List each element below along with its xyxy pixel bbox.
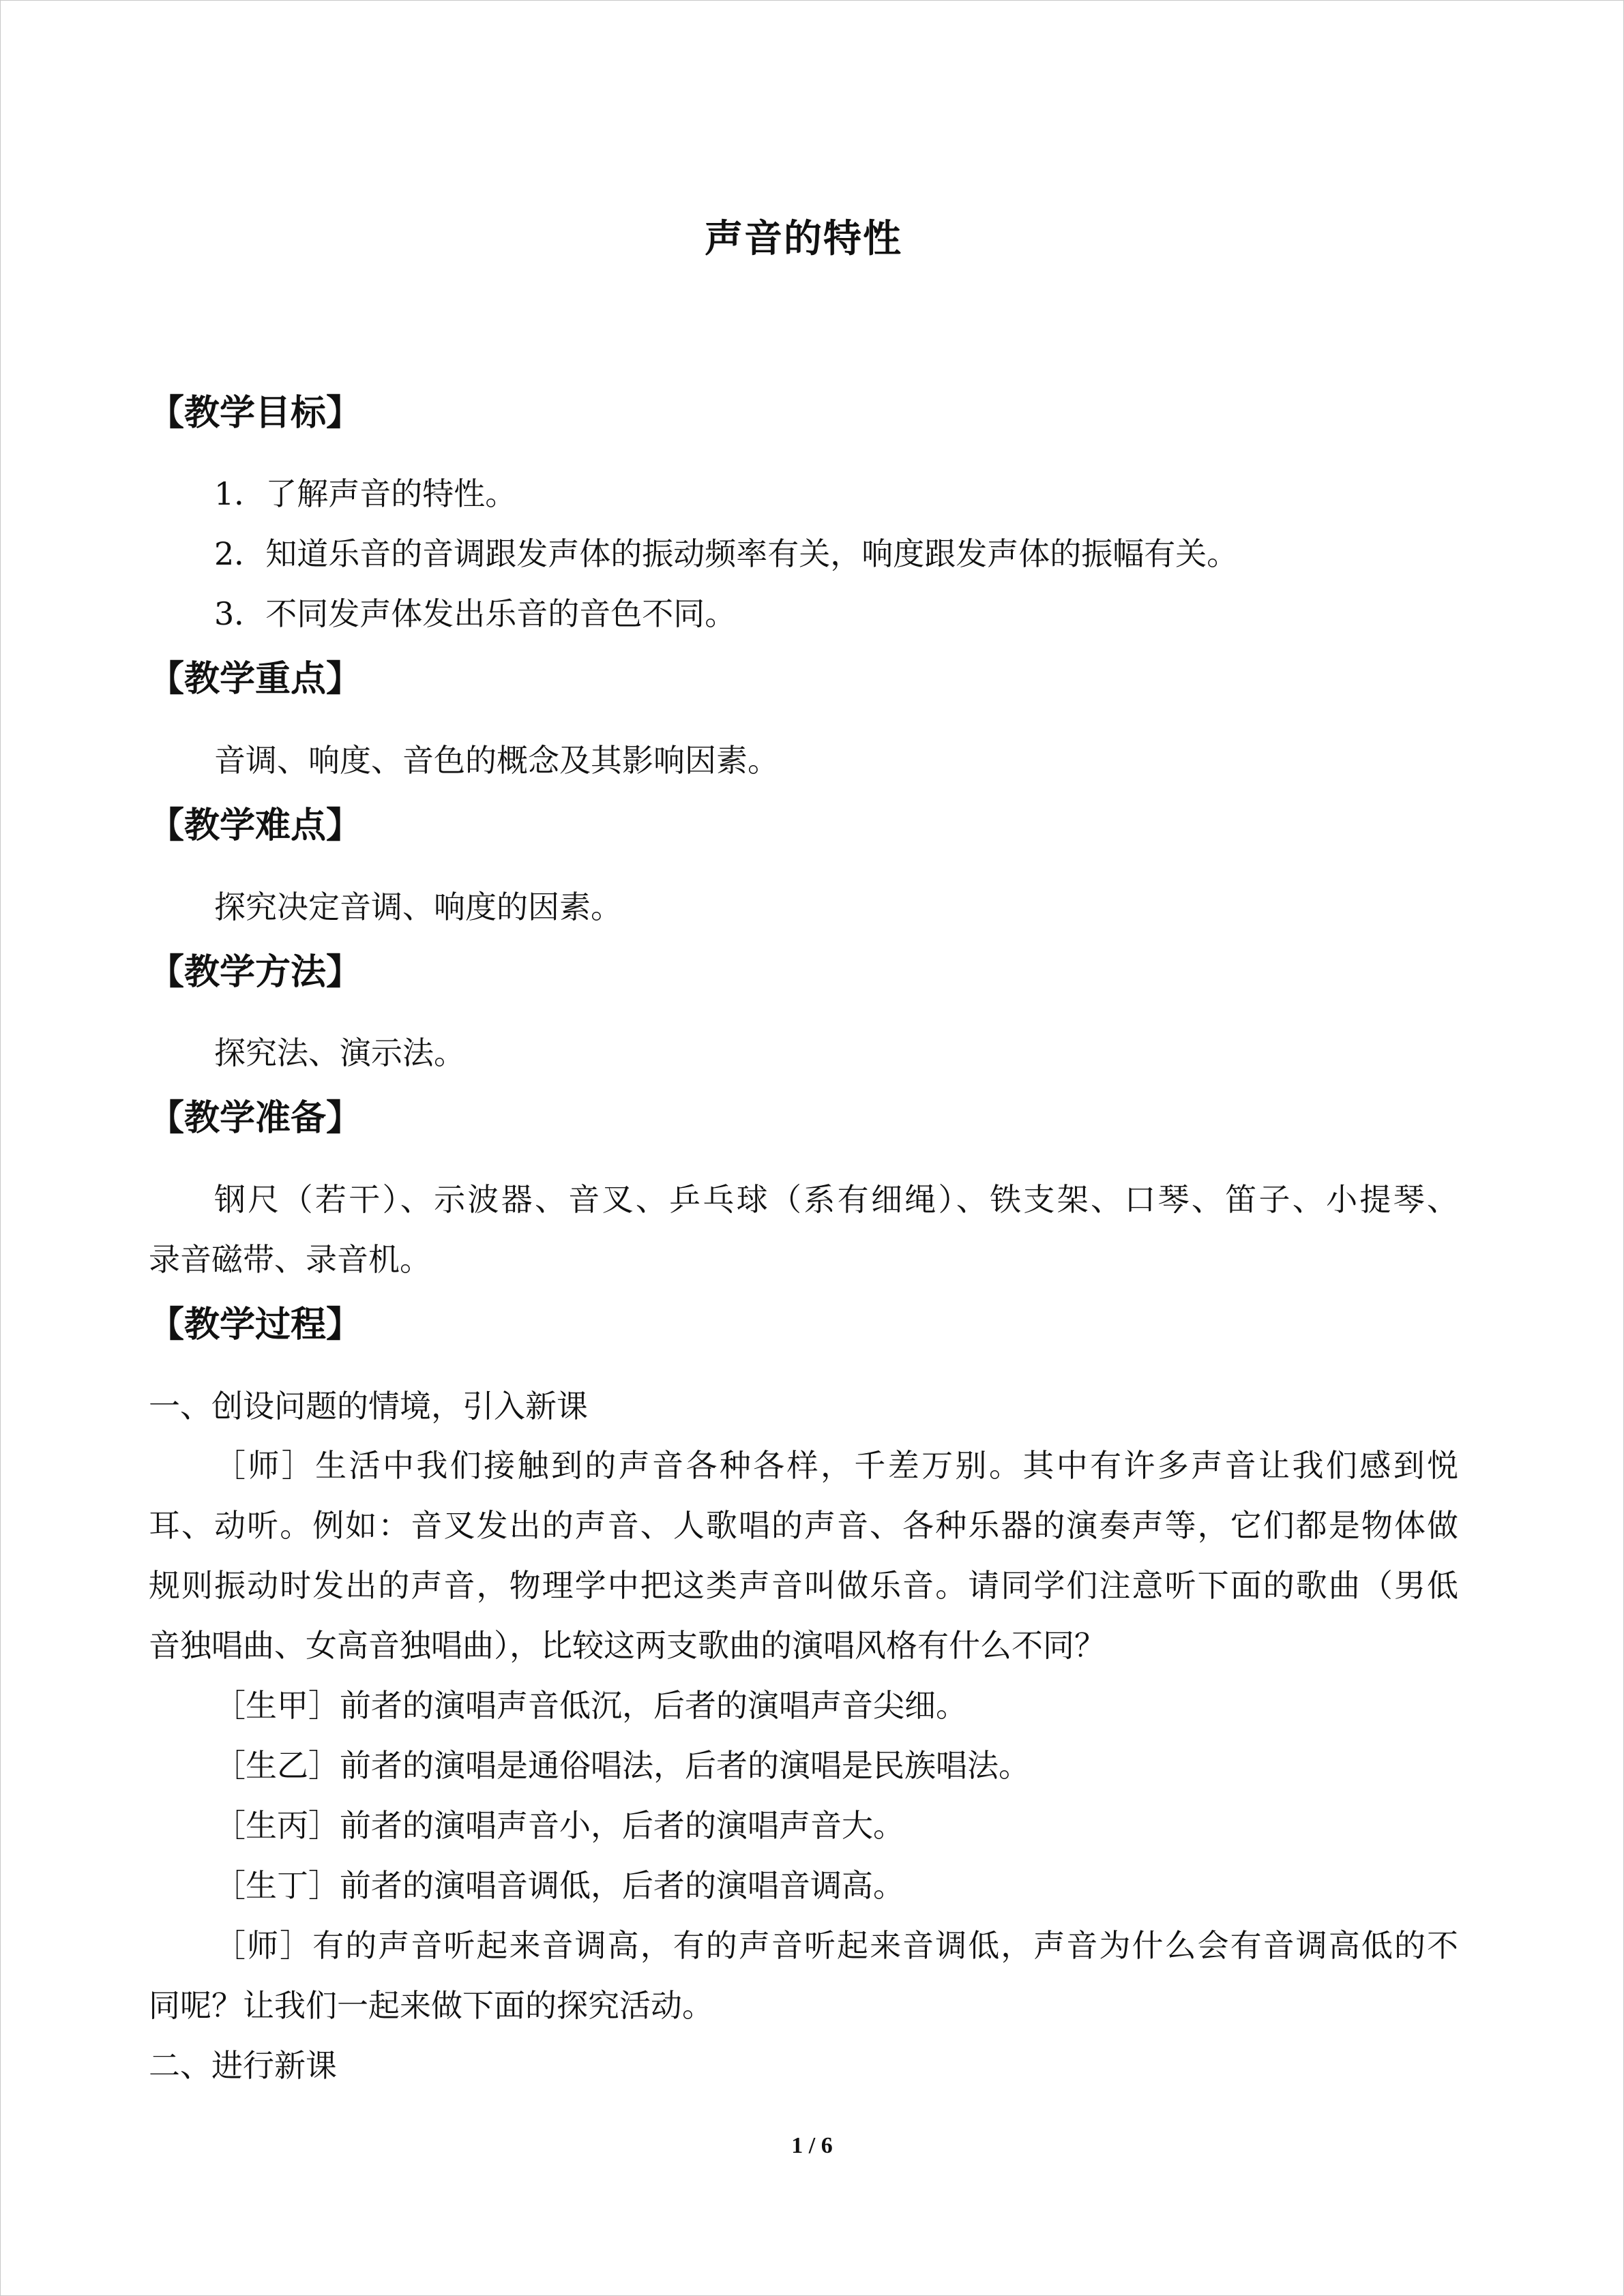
document-title: 声音的特性 <box>705 216 902 261</box>
preparation-line: 钢尺（若干）、示波器、音叉、乒乓球（系有细绳）、铁支架、口琴、笛子、小提琴、 <box>214 1181 1458 1218</box>
teacher-paragraph-line: 音独唱曲、女高音独唱曲），比较这两支歌曲的演唱风格有什么不同？ <box>149 1627 1106 1664</box>
heading-difficulties: 【教学难点】 <box>149 805 362 846</box>
student-response: ［生丙］前者的演唱声音小，后者的演唱声音大。 <box>214 1807 904 1844</box>
process-part1-title: 一、创设问题的情境，引入新课 <box>149 1388 588 1425</box>
teacher-paragraph-line: ［师］有的声音听起来音调高，有的声音听起来音调低，声音为什么会有音调高低的不 <box>214 1927 1458 1964</box>
teacher-paragraph-line: ［师］生活中我们接触到的声音各种各样，千差万别。其中有许多声音让我们感到悦 <box>214 1447 1458 1484</box>
preparation-line: 录音磁带、录音机。 <box>149 1241 431 1278</box>
teacher-paragraph-line: 规则振动时发出的声音，物理学中把这类声音叫做乐音。请同学们注意听下面的歌曲（男低 <box>149 1567 1458 1604</box>
key-points-text: 音调、响度、音色的概念及其影响因素。 <box>214 742 779 779</box>
heading-teaching-goals: 【教学目标】 <box>149 392 362 434</box>
heading-preparation: 【教学准备】 <box>149 1097 362 1139</box>
student-response: ［生甲］前者的演唱声音低沉，后者的演唱声音尖细。 <box>214 1687 967 1724</box>
heading-key-points: 【教学重点】 <box>149 658 362 700</box>
teacher-paragraph-line: 同呢？让我们一起来做下面的探究活动。 <box>149 1987 713 2024</box>
goal-item: 1．了解声音的特性。 <box>214 475 517 512</box>
goal-item: 3．不同发声体发出乐音的音色不同。 <box>214 595 737 632</box>
page-number: 1 / 6 <box>791 2133 833 2158</box>
goal-item: 2．知道乐音的音调跟发声体的振动频率有关，响度跟发声体的振幅有关。 <box>214 535 1239 572</box>
teacher-paragraph-line: 耳、动听。例如：音叉发出的声音、人歌唱的声音、各种乐器的演奏声等，它们都是物体做 <box>149 1507 1458 1544</box>
difficulties-text: 探究决定音调、响度的因素。 <box>214 889 622 925</box>
student-response: ［生乙］前者的演唱是通俗唱法，后者的演唱是民族唱法。 <box>214 1747 1030 1784</box>
methods-text: 探究法、演示法。 <box>214 1034 465 1071</box>
process-part2-title: 二、进行新课 <box>149 2047 337 2084</box>
heading-process: 【教学过程】 <box>149 1304 362 1345</box>
student-response: ［生丁］前者的演唱音调低，后者的演唱音调高。 <box>214 1867 904 1904</box>
heading-methods: 【教学方法】 <box>149 951 362 993</box>
